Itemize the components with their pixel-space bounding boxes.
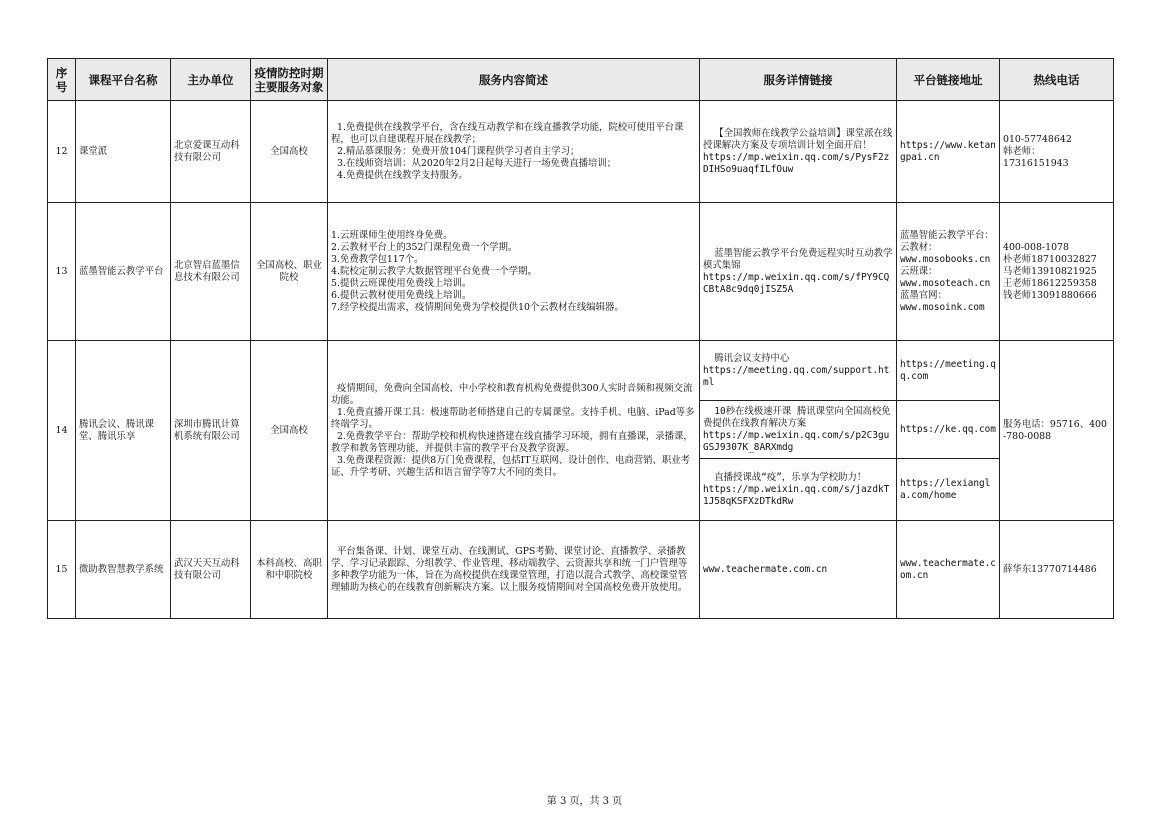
header-name: 课程平台名称 (76, 59, 171, 101)
row-platform-link[interactable]: 蓝墨智能云教学平台： 云教材： www.mosobooks.cn 云班课： www.mosoteach.cn 蓝墨官网： www.mosoink.com (897, 203, 1000, 341)
header-target: 疫情防控时期 主要服务对象 (251, 59, 328, 101)
header-hotline: 热线电话 (1000, 59, 1114, 101)
header-org: 主办单位 (171, 59, 251, 101)
row-no: 14 (48, 341, 76, 521)
table-row (48, 203, 1114, 341)
header-no: 序号 (48, 59, 76, 101)
row-name: 微助教智慧教学系统 (76, 521, 171, 619)
row-org: 深圳市腾讯计算机系统有限公司 (171, 341, 251, 521)
row-no: 13 (48, 203, 76, 341)
row-platform-link[interactable]: https://lexiangla.com/home (897, 459, 1000, 521)
row-service: 平台集备课、计划、课堂互动、在线测试、GPS考勤、课堂讨论、直播教学、录播教学、学习记录跟踪、分组教学、作业管理、移动端教学、云资源共享和统一门户管理等多种教学功能为一体，旨在为高校提供在线课堂管理，打造以混合式教学、高校课堂管理辅助为核心的在线教育创新解决方案。以上服务疫情期间对全国高校免费开放使用。 (328, 521, 700, 619)
row-org: 北京智启蓝墨信息技术有限公司 (171, 203, 251, 341)
row-org: 武汉天天互动科技有限公司 (171, 521, 251, 619)
row-org: 北京爱课互动科技有限公司 (171, 101, 251, 203)
header-service: 服务内容简述 (328, 59, 700, 101)
row-name: 蓝墨智能云教学平台 (76, 203, 171, 341)
row-platform-link[interactable]: https://www.ketangpai.cn (897, 101, 1000, 203)
row-detail-link[interactable]: 10秒在线极速开课 腾讯课堂向全国高校免费提供在线教育解决方案 https://mp.weixin.qq.com/s/p2C3guGSJ9307K_8ARXmdg (700, 401, 897, 459)
row-platform-link[interactable]: www.teachermate.com.cn (897, 521, 1000, 619)
header-detail: 服务详情链接 (700, 59, 897, 101)
table-row (48, 341, 1114, 401)
row-no: 15 (48, 521, 76, 619)
row-target: 全国高校 (251, 101, 328, 203)
row-target: 全国高校 (251, 341, 328, 521)
row-service: 1.云班课师生使用终身免费。 2.云教材平台上的352门课程免费一个学期。 3.免费教学包117个。 4.院校定制云教学大数据管理平台免费一个学期。 5.提供云班课使用免费线上培训。 6.提供云教材使用免费线上培训。 7.经学校提出需求，疫情期间免费为学校提供10个云教材在线编辑器。 (328, 203, 700, 341)
row-service: 疫情期间，免费向全国高校、中小学校和教育机构免费提供300人实时音频和视频交流功能。 1.免费直播开课工具：极速帮助老师搭建自己的专属课堂。支持手机、电脑、iPad等多终端学习。 2.免费教学平台：帮助学校和机构快速搭建在线直播学习环境，拥有直播课，录播课，教学和教务管理功能，并提供丰富的教学平台及教学资源。 3.免费课程资源：提供8万门免费课程，包括IT互联网、设计创作、电商营销、职业考证、升学考研、兴趣生活和语言留学等7大不同的类目。 (328, 341, 700, 521)
row-no: 12 (48, 101, 76, 203)
table-row (48, 101, 1114, 203)
table-row (48, 521, 1114, 619)
row-detail-link[interactable]: 蓝墨智能云教学平台免费远程实时互动教学模式集锦 https://mp.weixin.qq.com/s/fPY9CQCBtA8c9dq0jISZ5A (700, 203, 897, 341)
page-footer: 第 3 页，共 3 页 (546, 796, 623, 807)
row-service: 1.免费提供在线教学平台，含在线互动教学和在线直播教学功能，院校可使用平台课程，也可以自建课程开展在线教学； 2.精品慕课服务：免费开放104门课程供学习者自主学习； 3.在线师资培训：从2020年2月2日起每天进行一场免费直播培训； 4.免费提供在线教学支持服务。 (328, 101, 700, 203)
row-target: 本科高校、高职和中职院校 (251, 521, 328, 619)
row-detail-link[interactable]: 腾讯会议支持中心 https://meeting.qq.com/support.html (700, 341, 897, 401)
row-platform-link[interactable]: https://ke.qq.com (897, 401, 1000, 459)
row-name: 腾讯会议、腾讯课堂、腾讯乐享 (76, 341, 171, 521)
row-hotline: 服务电话：95716、400-780-0088 (1000, 341, 1114, 521)
service-table (47, 58, 1114, 619)
row-platform-link[interactable]: https://meeting.qq.com (897, 341, 1000, 401)
row-hotline: 010-57748642 韩老师： 17316151943 (1000, 101, 1114, 203)
row-detail-link[interactable]: 【全国教师在线教学公益培训】课堂派在线授课解决方案及专项培训计划全面开启！ https://mp.weixin.qq.com/s/PysF2zDIHSo9uaqfILfOuw (700, 101, 897, 203)
row-detail-link[interactable]: 直播授课战“疫”，乐享为学校助力！ https://mp.weixin.qq.com/s/jazdkT1J58qKSFXzDTkdRw (700, 459, 897, 521)
row-name: 课堂派 (76, 101, 171, 203)
header-platform: 平台链接地址 (897, 59, 1000, 101)
header-row (48, 59, 1114, 101)
row-target: 全国高校、职业院校 (251, 203, 328, 341)
row-hotline: 400-008-1078 朴老师18710032827 马老师13910821925 王老师18612259358 钱老师13091880666 (1000, 203, 1114, 341)
row-hotline: 薛华东13770714486 (1000, 521, 1114, 619)
row-detail-link[interactable]: www.teachermate.com.cn (700, 521, 897, 619)
